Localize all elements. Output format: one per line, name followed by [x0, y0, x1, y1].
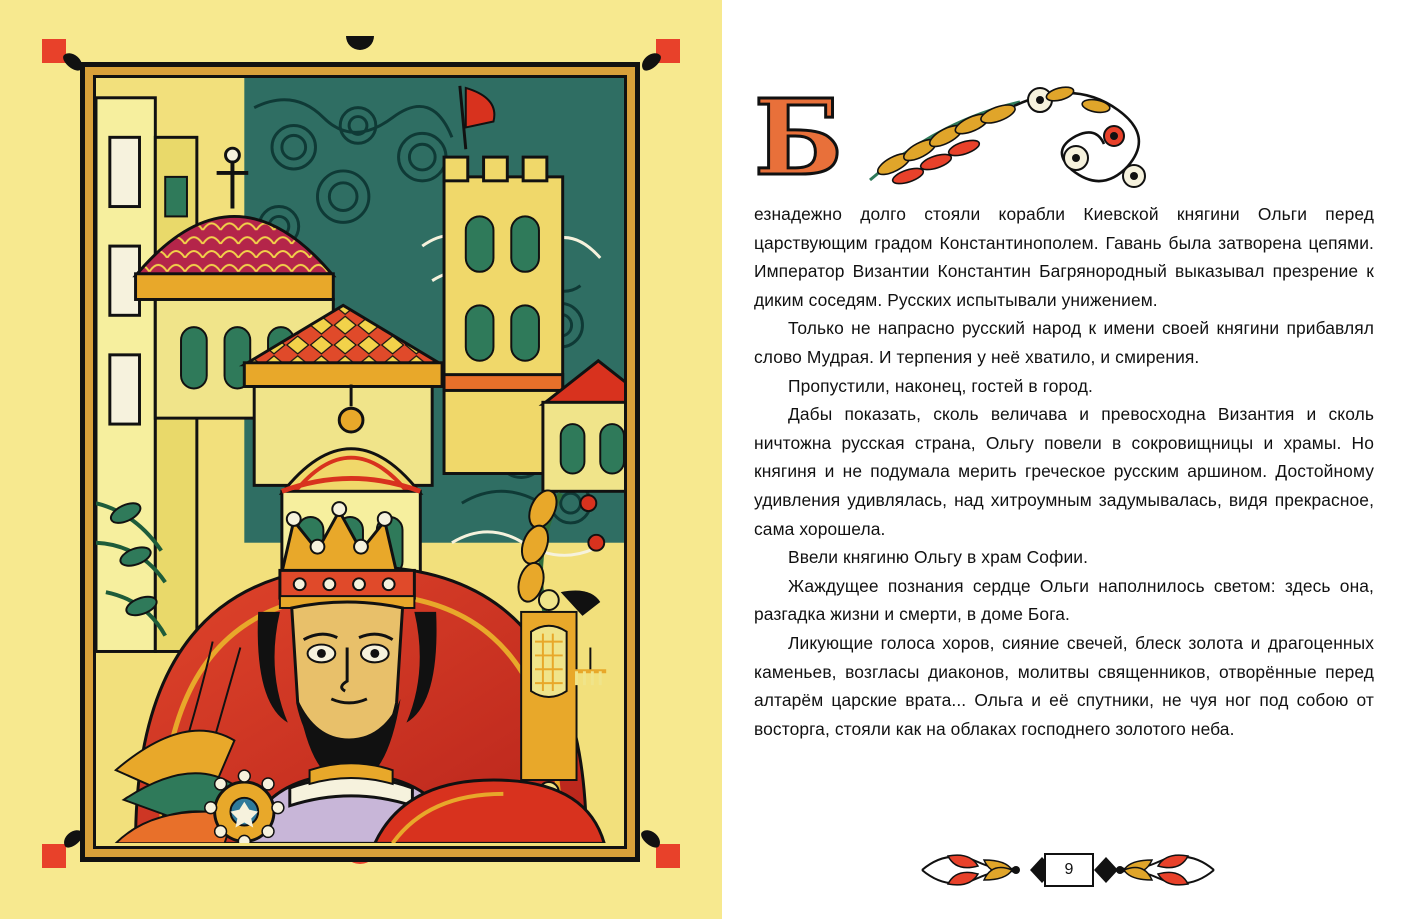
paragraph: Ликующие голоса хоров, сияние свечей, блеск золота и драгоценных каменьев, возгласы диаконов, молитвы священников, отворённые перед алтарём царские врата... Ольга и её спутники, не чуя ног под собою от восторга, стояли как на облаках господнего золотого неба. — [754, 632, 1374, 739]
paragraph: Жаждущее познания сердце Ольги наполнилось светом: здесь она, разгадка жизни и смерти, в доме Бога. — [754, 575, 1374, 625]
corner-square-leaf-ornament — [640, 33, 686, 79]
illustration-artwork — [96, 78, 624, 843]
page-footer — [722, 840, 1418, 904]
paragraph: Пропустили, наконец, гостей в город. — [788, 375, 1093, 396]
corner-square-leaf-ornament — [36, 33, 82, 79]
paragraph: Ввели княгиню Ольгу в храм Софии. — [788, 547, 1089, 568]
right-page-text — [722, 0, 1418, 919]
paragraph: Только не напрасно русский народ к имени своей княгини прибавлял слово Мудрая. И терпения у неё хватило, и смирения. — [754, 318, 1374, 367]
dropcap-row — [754, 76, 1374, 200]
paragraph: Дабы показать, сколь величава и превосходна Византия и сколь ничтожна русская страна, Ольгу повели в сокровищницы и храмы. Но княгиня и не подумала мерить греческое русским аршином. Достойному удивления удивлялась, над хитроумным задумывалась, видя прекрасное, сама хорошела. — [754, 404, 1374, 539]
drop-cap-letter: Б — [754, 76, 841, 199]
paragraph: езнадежно долго стояли корабли Киевской княгини Ольги перед царствующим градом Константинополем. Гавань была затворена цепями. Император Византии Константин Багрянородный выказывал презрение к диким соседям. Русских испытывали унижением. — [754, 204, 1374, 310]
text-column — [754, 76, 1374, 743]
corner-square-leaf-ornament — [36, 826, 82, 872]
page-number: 9 — [1044, 853, 1094, 887]
corner-square-leaf-ornament — [640, 826, 686, 872]
body-text — [754, 200, 1374, 743]
feather-scroll-ornament — [864, 84, 1164, 194]
half-disc-icon — [346, 36, 374, 50]
illustration-inner-border — [93, 75, 627, 849]
top-center-ornament — [340, 36, 380, 58]
illustration-frame — [80, 62, 640, 862]
corner-square — [42, 844, 66, 868]
corner-square — [656, 844, 680, 868]
